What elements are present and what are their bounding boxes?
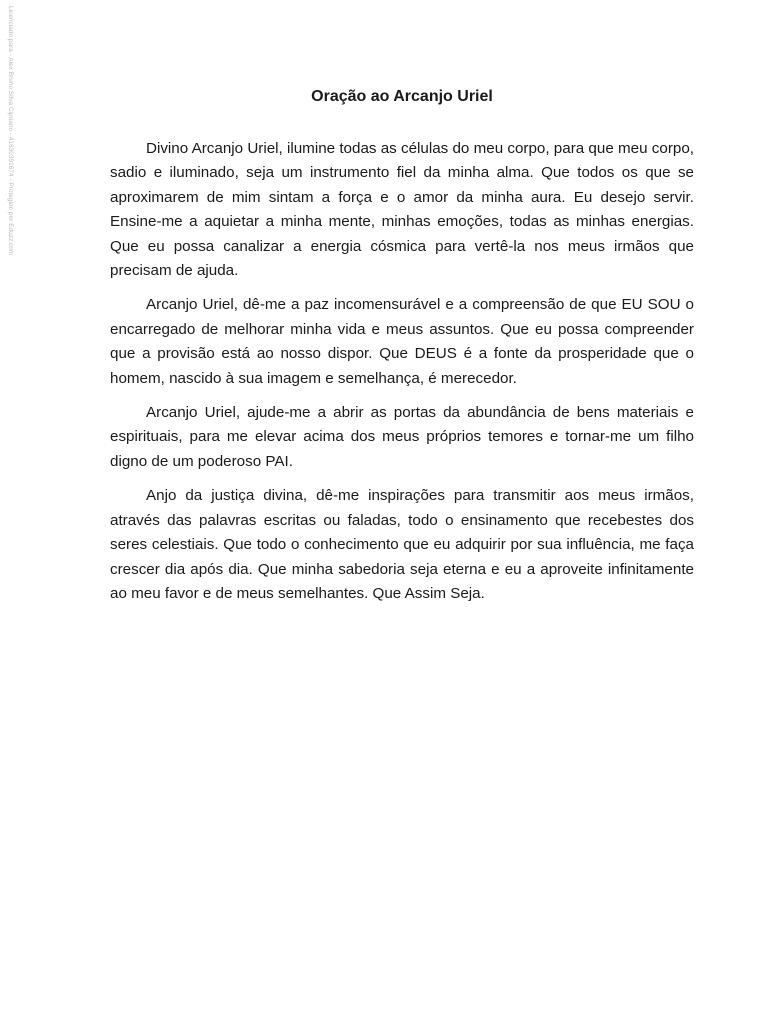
- paragraph-3: Arcanjo Uriel, ajude-me a abrir as portas da abundância de bens materiais e espirituais, para me elevar acima dos meus próprios temores e tornar-me um filho digno de um poderoso PAI.: [110, 404, 694, 470]
- paragraph-1: Divino Arcanjo Uriel, ilumine todas as células do meu corpo, para que meu corpo, sadio e iluminado, seja um instrumento fiel da minha alma. Que todos os que se aproximarem de mim sintam a força e o amor da minha aura. Eu desejo servir. Ensine-me a aquietar a minha mente, minhas emoções, todas as minhas energias. Que eu possa canalizar a energia cósmica para vertê-la nos meus irmãos que precisam de ajuda.: [110, 140, 694, 280]
- page-title: Oração ao Arcanjo Uriel: [311, 88, 493, 105]
- license-watermark: [4, 6, 14, 296]
- paragraph-2: Arcanjo Uriel, dê-me a paz incomensurável e a compreensão de que EU SOU o encarregado de melhorar minha vida e meus assuntos. Que eu possa compreender que a provisão está ao nosso dispor. Que DEUS é a fonte da prosperidade que o homem, nascido à sua imagem e semelhança, é merecedor.: [110, 296, 694, 387]
- paragraph-4: Anjo da justiça divina, dê-me inspirações para transmitir aos meus irmãos, através das palavras escritas ou faladas, todo o ensinamento que recebestes dos seres celestiais. Que todo o conhecimento que eu adquirir por sua influência, me faça crescer dia após dia. Que minha sabedoria seja eterna e eu a aproveite infinitamente ao meu favor e de meus semelhantes. Que Assim Seja.: [110, 487, 694, 602]
- document-body: [110, 137, 694, 616]
- license-watermark-text: Licenciado para - Alex Bruno Silva Cipriano - 41630391674 - Protegido por Eduzz.com: [7, 6, 14, 256]
